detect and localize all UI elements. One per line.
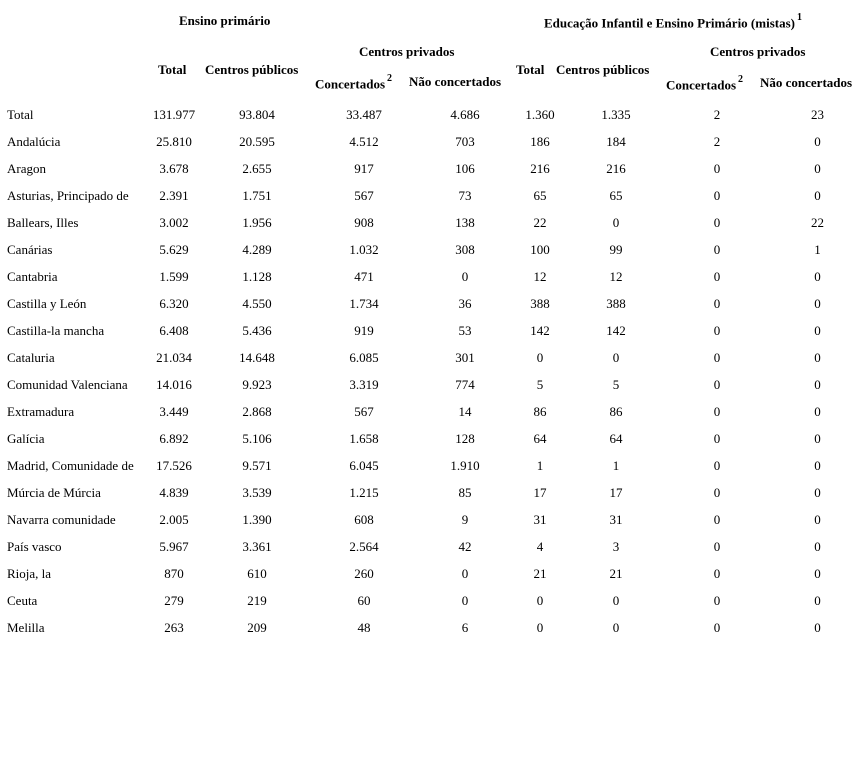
value-cell: 99 — [609, 241, 623, 257]
table-row — [7, 560, 867, 587]
region-cell: País vasco — [7, 538, 62, 554]
value-cell: 703 — [455, 133, 475, 149]
value-cell: 31 — [533, 511, 547, 527]
value-cell: 142 — [530, 322, 550, 338]
value-cell: 5 — [612, 376, 620, 392]
header-centros-privados-2 — [710, 44, 805, 60]
value-cell: 2.655 — [242, 160, 272, 176]
header-centros-privados-2-label: Centros privados — [710, 44, 806, 59]
table-row — [7, 209, 867, 236]
value-cell: 5.106 — [242, 430, 272, 446]
value-cell: 0 — [461, 592, 469, 608]
value-cell: 6 — [461, 619, 469, 635]
table-row — [7, 533, 867, 560]
region-cell: Aragon — [7, 160, 46, 176]
value-cell: 0 — [814, 484, 821, 500]
value-cell: 14.648 — [239, 349, 275, 365]
table-row — [7, 155, 867, 182]
value-cell: 0 — [814, 133, 821, 149]
value-cell: 4 — [536, 538, 544, 554]
value-cell: 608 — [354, 511, 374, 527]
value-cell: 184 — [606, 133, 626, 149]
value-cell: 0 — [713, 241, 721, 257]
value-cell: 0 — [461, 565, 469, 581]
value-cell: 1.599 — [159, 268, 189, 284]
region-cell: Galícia — [7, 430, 45, 446]
value-cell: 48 — [357, 619, 371, 635]
value-cell: 2 — [713, 106, 721, 122]
value-cell: 1 — [536, 457, 544, 473]
value-cell: 774 — [455, 376, 475, 392]
value-cell: 0 — [713, 268, 721, 284]
table-row — [7, 128, 867, 155]
value-cell: 33.487 — [346, 106, 382, 122]
value-cell: 17 — [609, 484, 623, 500]
value-cell: 917 — [354, 160, 374, 176]
table-row — [7, 317, 867, 344]
value-cell: 0 — [536, 349, 544, 365]
value-cell: 4.839 — [159, 484, 189, 500]
value-cell: 42 — [458, 538, 472, 554]
value-cell: 3.319 — [349, 376, 379, 392]
value-cell: 1.360 — [525, 106, 555, 122]
value-cell: 2.564 — [349, 538, 379, 554]
value-cell: 128 — [455, 430, 475, 446]
value-cell: 6.320 — [159, 295, 189, 311]
value-cell: 14 — [458, 403, 472, 419]
value-cell: 12 — [609, 268, 623, 284]
value-cell: 567 — [354, 187, 374, 203]
value-cell: 1.910 — [450, 457, 480, 473]
value-cell: 1.032 — [349, 241, 379, 257]
region-cell: Navarra comunidade — [7, 511, 116, 527]
header-centros-publicos-2-label: Centros públicos — [556, 62, 650, 77]
value-cell: 0 — [713, 160, 721, 176]
value-cell: 12 — [533, 268, 547, 284]
value-cell: 0 — [612, 592, 620, 608]
value-cell: 0 — [713, 538, 721, 554]
value-cell: 5.436 — [242, 322, 272, 338]
value-cell: 4.550 — [242, 295, 272, 311]
value-cell: 0 — [612, 619, 620, 635]
value-cell: 908 — [354, 214, 374, 230]
value-cell: 6.892 — [159, 430, 189, 446]
value-cell: 0 — [814, 538, 821, 554]
value-cell: 21 — [533, 565, 547, 581]
value-cell: 131.977 — [152, 106, 196, 122]
table-row — [7, 614, 867, 641]
value-cell: 4.686 — [450, 106, 480, 122]
value-cell: 1.734 — [349, 295, 379, 311]
value-cell: 86 — [533, 403, 547, 419]
header-ensino-primario — [179, 13, 270, 29]
value-cell: 4.512 — [349, 133, 379, 149]
value-cell: 22 — [811, 214, 824, 230]
value-cell: 567 — [354, 403, 374, 419]
value-cell: 3.361 — [242, 538, 272, 554]
table-row — [7, 479, 867, 506]
value-cell: 0 — [713, 484, 721, 500]
value-cell: 0 — [713, 565, 721, 581]
value-cell: 21.034 — [156, 349, 192, 365]
header-centros-publicos-1 — [205, 62, 298, 78]
value-cell: 3.002 — [159, 214, 189, 230]
region-cell: Comunidad Valenciana — [7, 376, 128, 392]
header-nao-concertados-1-label: Não concertados — [409, 74, 502, 89]
value-cell: 263 — [164, 619, 184, 635]
header-concertados-1-label: Concertados — [315, 76, 386, 92]
value-cell: 0 — [814, 376, 821, 392]
value-cell: 5.629 — [159, 241, 189, 257]
table-row — [7, 452, 867, 479]
value-cell: 0 — [713, 592, 721, 608]
value-cell: 85 — [458, 484, 472, 500]
value-cell: 0 — [713, 214, 721, 230]
data-table — [7, 101, 867, 641]
value-cell: 0 — [713, 511, 721, 527]
header-nao-concertados-2 — [760, 75, 852, 91]
value-cell: 2.868 — [242, 403, 272, 419]
value-cell: 25.810 — [156, 133, 192, 149]
region-cell: Ballears, Illes — [7, 214, 79, 230]
region-cell: Cataluria — [7, 349, 55, 365]
header-centros-privados-1 — [359, 44, 454, 60]
value-cell: 0 — [814, 322, 821, 338]
header-concertados-2-label: Concertados — [666, 77, 737, 93]
region-cell: Total — [7, 106, 34, 122]
value-cell: 5 — [536, 376, 544, 392]
table-row — [7, 101, 867, 128]
header-total-1 — [158, 62, 186, 78]
value-cell: 86 — [609, 403, 623, 419]
header-total-1-label: Total — [158, 62, 187, 77]
region-cell: Ceuta — [7, 592, 38, 608]
value-cell: 0 — [814, 592, 821, 608]
value-cell: 6.045 — [349, 457, 379, 473]
header-centros-publicos-1-label: Centros públicos — [205, 62, 299, 77]
value-cell: 0 — [814, 619, 821, 635]
value-cell: 60 — [357, 592, 371, 608]
value-cell: 2 — [713, 133, 721, 149]
header-concertados-1 — [315, 73, 392, 92]
value-cell: 0 — [814, 268, 821, 284]
value-cell: 870 — [164, 565, 184, 581]
value-cell: 0 — [814, 511, 821, 527]
value-cell: 0 — [814, 430, 821, 446]
header-educacao-infantil-label: Educação Infantil e Ensino Primário (mistas) — [544, 15, 795, 31]
header-educacao-infantil — [544, 12, 802, 31]
value-cell: 73 — [458, 187, 472, 203]
table-row — [7, 236, 867, 263]
value-cell: 219 — [247, 592, 267, 608]
value-cell: 21 — [609, 565, 623, 581]
value-cell: 0 — [814, 403, 821, 419]
value-cell: 0 — [713, 619, 721, 635]
value-cell: 2.391 — [159, 187, 189, 203]
value-cell: 142 — [606, 322, 626, 338]
value-cell: 31 — [609, 511, 623, 527]
value-cell: 1 — [612, 457, 620, 473]
data-table-body — [7, 101, 867, 641]
value-cell: 1 — [814, 241, 821, 257]
value-cell: 64 — [533, 430, 547, 446]
value-cell: 0 — [612, 214, 620, 230]
value-cell: 0 — [814, 349, 821, 365]
value-cell: 0 — [814, 160, 821, 176]
value-cell: 3.678 — [159, 160, 189, 176]
value-cell: 36 — [458, 295, 472, 311]
value-cell: 65 — [609, 187, 623, 203]
region-cell: Cantabria — [7, 268, 58, 284]
value-cell: 3 — [612, 538, 620, 554]
value-cell: 216 — [606, 160, 626, 176]
value-cell: 919 — [354, 322, 374, 338]
table-row — [7, 344, 867, 371]
header-nao-concertados-2-label: Não concertados — [760, 75, 853, 90]
value-cell: 6.408 — [159, 322, 189, 338]
value-cell: 0 — [814, 187, 821, 203]
region-cell: Melilla — [7, 619, 45, 635]
value-cell: 64 — [609, 430, 623, 446]
value-cell: 93.804 — [239, 106, 275, 122]
region-cell: Múrcia de Múrcia — [7, 484, 101, 500]
header-centros-privados-1-label: Centros privados — [359, 44, 455, 59]
value-cell: 0 — [713, 403, 721, 419]
value-cell: 0 — [713, 187, 721, 203]
header-ensino-primario-label: Ensino primário — [179, 13, 271, 28]
region-cell: Extramadura — [7, 403, 75, 419]
table-row — [7, 182, 867, 209]
value-cell: 0 — [713, 457, 721, 473]
value-cell: 1.390 — [242, 511, 272, 527]
value-cell: 216 — [530, 160, 550, 176]
region-cell: Rioja, la — [7, 565, 52, 581]
value-cell: 1.658 — [349, 430, 379, 446]
value-cell: 0 — [713, 295, 721, 311]
table-row — [7, 425, 867, 452]
value-cell: 138 — [455, 214, 475, 230]
region-cell: Canárias — [7, 241, 53, 257]
value-cell: 1.751 — [242, 187, 272, 203]
value-cell: 3.449 — [159, 403, 189, 419]
value-cell: 65 — [533, 187, 547, 203]
value-cell: 9.571 — [242, 457, 272, 473]
region-cell: Castilla y León — [7, 295, 87, 311]
value-cell: 17.526 — [156, 457, 192, 473]
region-cell: Madrid, Comunidade de — [7, 457, 134, 473]
value-cell: 0 — [612, 349, 620, 365]
header-concertados-2 — [666, 74, 743, 93]
value-cell: 9 — [461, 511, 469, 527]
value-cell: 260 — [354, 565, 374, 581]
value-cell: 186 — [530, 133, 550, 149]
value-cell: 209 — [247, 619, 267, 635]
value-cell: 22 — [533, 214, 547, 230]
value-cell: 0 — [814, 565, 821, 581]
header-total-2-label: Total — [516, 62, 545, 77]
value-cell: 106 — [455, 160, 475, 176]
value-cell: 308 — [455, 241, 475, 257]
value-cell: 388 — [530, 295, 550, 311]
value-cell: 279 — [164, 592, 184, 608]
region-cell: Castilla-la mancha — [7, 322, 105, 338]
region-cell: Asturias, Principado de — [7, 187, 129, 203]
value-cell: 17 — [533, 484, 547, 500]
value-cell: 1.335 — [601, 106, 631, 122]
header-centros-publicos-2 — [556, 62, 649, 78]
value-cell: 1.956 — [242, 214, 272, 230]
region-cell: Andalúcia — [7, 133, 61, 149]
value-cell: 0 — [536, 619, 544, 635]
value-cell: 1.215 — [349, 484, 379, 500]
table-row — [7, 587, 867, 614]
value-cell: 610 — [247, 565, 267, 581]
value-cell: 0 — [713, 349, 721, 365]
value-cell: 0 — [713, 430, 721, 446]
value-cell: 2.005 — [159, 511, 189, 527]
value-cell: 0 — [814, 295, 821, 311]
table-row — [7, 398, 867, 425]
value-cell: 388 — [606, 295, 626, 311]
value-cell: 0 — [713, 376, 721, 392]
footnote-marker: 2 — [738, 74, 744, 85]
value-cell: 4.289 — [242, 241, 272, 257]
value-cell: 23 — [811, 106, 824, 122]
value-cell: 100 — [530, 241, 550, 257]
table-row — [7, 371, 867, 398]
table-row — [7, 290, 867, 317]
value-cell: 20.595 — [239, 133, 275, 149]
value-cell: 0 — [536, 592, 544, 608]
value-cell: 471 — [354, 268, 374, 284]
footnote-marker: 1 — [796, 12, 802, 23]
value-cell: 9.923 — [242, 376, 272, 392]
header-total-2 — [516, 62, 544, 78]
table-row — [7, 263, 867, 290]
value-cell: 1.128 — [242, 268, 272, 284]
value-cell: 0 — [461, 268, 469, 284]
footnote-marker: 2 — [387, 73, 393, 84]
value-cell: 53 — [458, 322, 472, 338]
value-cell: 6.085 — [349, 349, 379, 365]
value-cell: 5.967 — [159, 538, 189, 554]
value-cell: 14.016 — [156, 376, 192, 392]
value-cell: 301 — [455, 349, 475, 365]
value-cell: 0 — [713, 322, 721, 338]
value-cell: 3.539 — [242, 484, 272, 500]
value-cell: 0 — [814, 457, 821, 473]
header-nao-concertados-1 — [409, 74, 501, 90]
table-row — [7, 506, 867, 533]
